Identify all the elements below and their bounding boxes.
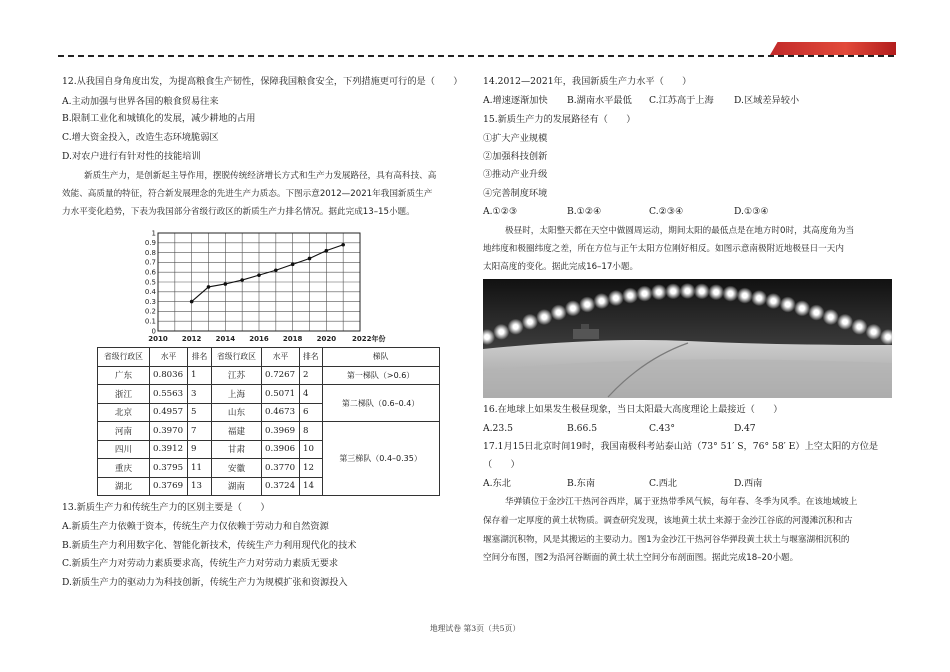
y-tick-label: 0.2 xyxy=(144,307,156,316)
q14-option-c: C.江苏高于上海 xyxy=(649,95,714,106)
table-header: 排名 xyxy=(300,348,323,367)
table-cell: 北京 xyxy=(98,403,150,422)
q15-item-3: ③推动产业升级 xyxy=(483,169,548,180)
table-header: 水平 xyxy=(150,348,188,367)
table-cell: 1 xyxy=(188,366,212,385)
series-line xyxy=(192,245,344,302)
table-header: 梯队 xyxy=(322,348,439,367)
table-cell: 7 xyxy=(188,422,212,441)
data-point xyxy=(207,285,211,289)
sun-position xyxy=(499,329,504,334)
table-cell: 重庆 xyxy=(98,459,150,478)
q13-option-b: B.新质生产力利用数字化、智能化新技术，传统生产力利用现代化的技术 xyxy=(62,540,357,551)
data-point xyxy=(224,282,228,286)
q12-option-c: C.增大资金投入，改造生态环境脆弱区 xyxy=(62,132,219,143)
table-cell: 0.3970 xyxy=(150,422,188,441)
passage3-line2: 保存着一定厚度的黄土状物质。调查研究发现，该地黄土状土来源于金沙江谷底的河漫滩沉积和古 xyxy=(483,516,853,526)
q12-stem: 12.从我国自身角度出发，为提高粮食生产韧性，保障我国粮食安全，下列措施更可行的是（ ） xyxy=(62,76,463,87)
x-tick-label: 2014 xyxy=(215,335,236,343)
sun-position xyxy=(857,324,862,329)
table-header: 省级行政区 xyxy=(212,348,262,367)
table-cell: 浙江 xyxy=(98,385,150,404)
q15-item-1: ①扩大产业规模 xyxy=(483,133,548,144)
sun-position xyxy=(771,298,776,303)
y-tick-label: 0.4 xyxy=(144,288,156,297)
table-cell: 0.3770 xyxy=(262,459,300,478)
y-tick-label: 0.7 xyxy=(144,258,156,267)
q12-option-d: D.对农户进行有针对性的技能培训 xyxy=(62,151,201,162)
passage3-line3: 堰塞湖沉积物，风是其搬运的主要动力。图1为金沙江干热河谷华弹段黄土状土与堰塞湖相沉积的 xyxy=(483,535,850,545)
header-rule xyxy=(58,55,894,57)
sun-position xyxy=(699,289,704,294)
table-cell: 0.3912 xyxy=(150,440,188,459)
q14-option-d: D.区域差异较小 xyxy=(734,95,800,106)
table-cell: 0.4673 xyxy=(262,403,300,422)
x-tick-label: 2012 xyxy=(181,335,202,343)
province-ranking-table xyxy=(97,347,440,496)
station-building xyxy=(573,329,599,339)
table-cell: 4 xyxy=(300,385,323,404)
q16-stem: 16.在地球上如果发生极昼现象，当日太阳最大高度理论上最接近（ ） xyxy=(483,404,783,415)
table-header: 排名 xyxy=(188,348,212,367)
sun-position xyxy=(871,329,876,334)
table-cell: 0.3969 xyxy=(262,422,300,441)
sun-position xyxy=(542,314,547,319)
q17-option-b: B.东南 xyxy=(567,478,596,489)
y-tick-label: 0.3 xyxy=(144,297,156,306)
sun-position xyxy=(814,310,819,315)
sun-position xyxy=(628,293,633,298)
q15-option-d: D.①③④ xyxy=(734,206,769,217)
table-cell: 5 xyxy=(188,403,212,422)
table-cell: 6 xyxy=(300,403,323,422)
data-point xyxy=(257,273,261,277)
q17-option-d: D.西南 xyxy=(734,478,763,489)
q14-option-a: A.增速逐渐加快 xyxy=(483,95,548,106)
table-cell: 0.5071 xyxy=(262,385,300,404)
sun-position xyxy=(513,324,518,329)
q15-stem: 15.新质生产力的发展路径有（ ） xyxy=(483,114,636,125)
y-tick-label: 1 xyxy=(151,229,156,238)
table-cell: 0.5563 xyxy=(150,385,188,404)
data-point xyxy=(190,300,194,304)
y-tick-label: 0.6 xyxy=(144,268,156,277)
q13-option-d: D.新质生产力的驱动力为科技创新，传统生产力为规模扩张和资源投入 xyxy=(62,577,348,588)
productivity-line-chart xyxy=(144,227,388,345)
q17-option-c: C.西北 xyxy=(649,478,677,489)
x-tick-label: 2018 xyxy=(282,335,303,343)
passage2-line2: 地纬度和极圈纬度之差，所在方位与正午太阳方位刚好相反。如图示意南极附近地极昼日一天内 xyxy=(483,244,844,254)
table-cell: 上海 xyxy=(212,385,262,404)
table-cell: 14 xyxy=(300,477,323,496)
snow-drift xyxy=(483,359,892,398)
y-tick-label: 0.5 xyxy=(144,278,156,287)
table-cell: 福建 xyxy=(212,422,262,441)
tier-label: 第二梯队（0.6–0.4） xyxy=(322,385,439,422)
table-cell: 0.4957 xyxy=(150,403,188,422)
passage3-line1: 华弹镇位于金沙江干热河谷西岸，属于亚热带季风气候，每年春、冬季为风季。在该地域坡上 xyxy=(505,497,858,507)
sun-position xyxy=(527,319,532,324)
sun-position xyxy=(757,295,762,300)
data-point xyxy=(308,257,312,261)
sun-position xyxy=(885,334,890,339)
data-point xyxy=(325,249,329,253)
table-cell: 8 xyxy=(300,422,323,441)
x-tick-label: 2020 xyxy=(316,335,337,343)
data-point xyxy=(291,263,295,267)
y-tick-label: 0.8 xyxy=(144,248,156,257)
table-header-row xyxy=(98,348,440,367)
sun-position xyxy=(685,288,690,293)
q14-option-b: B.湖南水平最低 xyxy=(567,95,632,106)
table-cell: 湖北 xyxy=(98,477,150,496)
sun-position xyxy=(656,290,661,295)
table-cell: 13 xyxy=(188,477,212,496)
table-cell: 江苏 xyxy=(212,366,262,385)
table-cell: 安徽 xyxy=(212,459,262,478)
x-tick-label: 2022年份 xyxy=(352,335,386,343)
table-cell: 0.3769 xyxy=(150,477,188,496)
table-cell: 12 xyxy=(300,459,323,478)
table-header: 省级行政区 xyxy=(98,348,150,367)
q17-option-a: A.东北 xyxy=(483,478,511,489)
q15-item-2: ②加强科技创新 xyxy=(483,151,548,162)
sun-position xyxy=(742,293,747,298)
sun-position xyxy=(484,334,489,339)
q16-option-b: B.66.5 xyxy=(567,423,598,434)
q13-option-a: A.新质生产力依赖于资本，传统生产力仅依赖于劳动力和自然资源 xyxy=(62,521,329,532)
data-point xyxy=(240,278,244,282)
passage1-line2: 效能、高质量的特征，符合新发展理念的先进生产力质态。下图示意2012—2021年我国新质生产 xyxy=(62,189,433,199)
q15-option-a: A.①②③ xyxy=(483,206,518,217)
table-cell: 0.3795 xyxy=(150,459,188,478)
sun-position xyxy=(570,306,575,311)
q16-option-c: C.43° xyxy=(649,423,675,434)
y-tick-label: 0.1 xyxy=(144,317,156,326)
sun-position xyxy=(799,306,804,311)
table-cell: 广东 xyxy=(98,366,150,385)
polar-day-sun-path-photo xyxy=(483,279,892,398)
table-cell: 2 xyxy=(300,366,323,385)
q16-option-d: D.47 xyxy=(734,423,756,434)
q13-option-c: C.新质生产力对劳动力素质要求高，传统生产力对劳动力素质无要求 xyxy=(62,558,339,569)
q17-stem: 17.1月15日北京时间19时，我国南极科考站泰山站（73° 51′ S，76° 58′ E）上空太阳的方位是 xyxy=(483,441,879,452)
brand-banner xyxy=(770,42,896,55)
sun-position xyxy=(556,310,561,315)
data-point xyxy=(274,268,278,272)
table-cell: 0.8036 xyxy=(150,366,188,385)
station-tower xyxy=(581,324,589,329)
sun-position xyxy=(785,302,790,307)
q15-option-c: C.②③④ xyxy=(649,206,684,217)
q17-stem-bracket: （ ） xyxy=(483,459,520,470)
sun-position xyxy=(599,298,604,303)
table-header: 水平 xyxy=(262,348,300,367)
q12-option-b: B.限制工业化和城镇化的发展，减少耕地的占用 xyxy=(62,113,256,124)
table-cell: 0.3906 xyxy=(262,440,300,459)
x-tick-label: 2010 xyxy=(148,335,168,343)
table-cell: 3 xyxy=(188,385,212,404)
y-tick-label: 0 xyxy=(151,327,156,336)
table-cell: 9 xyxy=(188,440,212,459)
passage2-line3: 太阳高度的变化。据此完成16–17小题。 xyxy=(483,262,639,272)
passage1-line3: 力水平变化趋势，下表为我国部分省级行政区的新质生产力排名情况。据此完成13–15小题。 xyxy=(62,207,415,217)
table-cell: 0.7267 xyxy=(262,366,300,385)
table-cell: 11 xyxy=(188,459,212,478)
sun-position xyxy=(671,289,676,294)
table-row xyxy=(98,422,440,441)
table-row xyxy=(98,385,440,404)
passage1-line1: 新质生产力，是创新起主导作用，摆脱传统经济增长方式和生产力发展路径，具有高科技、高 xyxy=(84,171,437,181)
table-cell: 河南 xyxy=(98,422,150,441)
table-cell: 甘肃 xyxy=(212,440,262,459)
q13-stem: 13.新质生产力和传统生产力的区别主要是（ ） xyxy=(62,502,270,513)
passage3-line4: 空间分布图，图2为沿河谷断面的黄土状土空间分布剖面图。据此完成18–20小题。 xyxy=(483,553,799,563)
table-cell: 湖南 xyxy=(212,477,262,496)
table-cell: 山东 xyxy=(212,403,262,422)
sun-position xyxy=(728,291,733,296)
tier-label: 第一梯队（>0.6） xyxy=(322,366,439,385)
q15-option-b: B.①②④ xyxy=(567,206,602,217)
q14-stem: 14.2012—2021年，我国新质生产力水平（ ） xyxy=(483,76,692,87)
table-cell: 0.3724 xyxy=(262,477,300,496)
q16-option-a: A.23.5 xyxy=(483,423,514,434)
sun-position xyxy=(842,319,847,324)
page-footer: 地理试卷 第3页（共5页） xyxy=(429,624,521,633)
table-cell: 10 xyxy=(300,440,323,459)
table-cell: 四川 xyxy=(98,440,150,459)
passage2-line1: 极昼时，太阳整天都在天空中做圆周运动，期间太阳的最低点是在地方时0时，其高度角为当 xyxy=(505,226,855,236)
tier-label: 第三梯队（0.4–0.35） xyxy=(322,422,439,496)
sun-position xyxy=(613,295,618,300)
x-tick-label: 2016 xyxy=(249,335,269,343)
data-point xyxy=(341,243,345,247)
sun-position xyxy=(585,302,590,307)
table-row xyxy=(98,366,440,385)
sun-position xyxy=(828,314,833,319)
q15-item-4: ④完善制度环境 xyxy=(483,188,548,199)
sun-position xyxy=(642,291,647,296)
sun-position xyxy=(714,290,719,295)
q12-option-a: A.主动加强与世界各国的粮食贸易往来 xyxy=(62,96,219,107)
y-tick-label: 0.9 xyxy=(144,239,156,248)
